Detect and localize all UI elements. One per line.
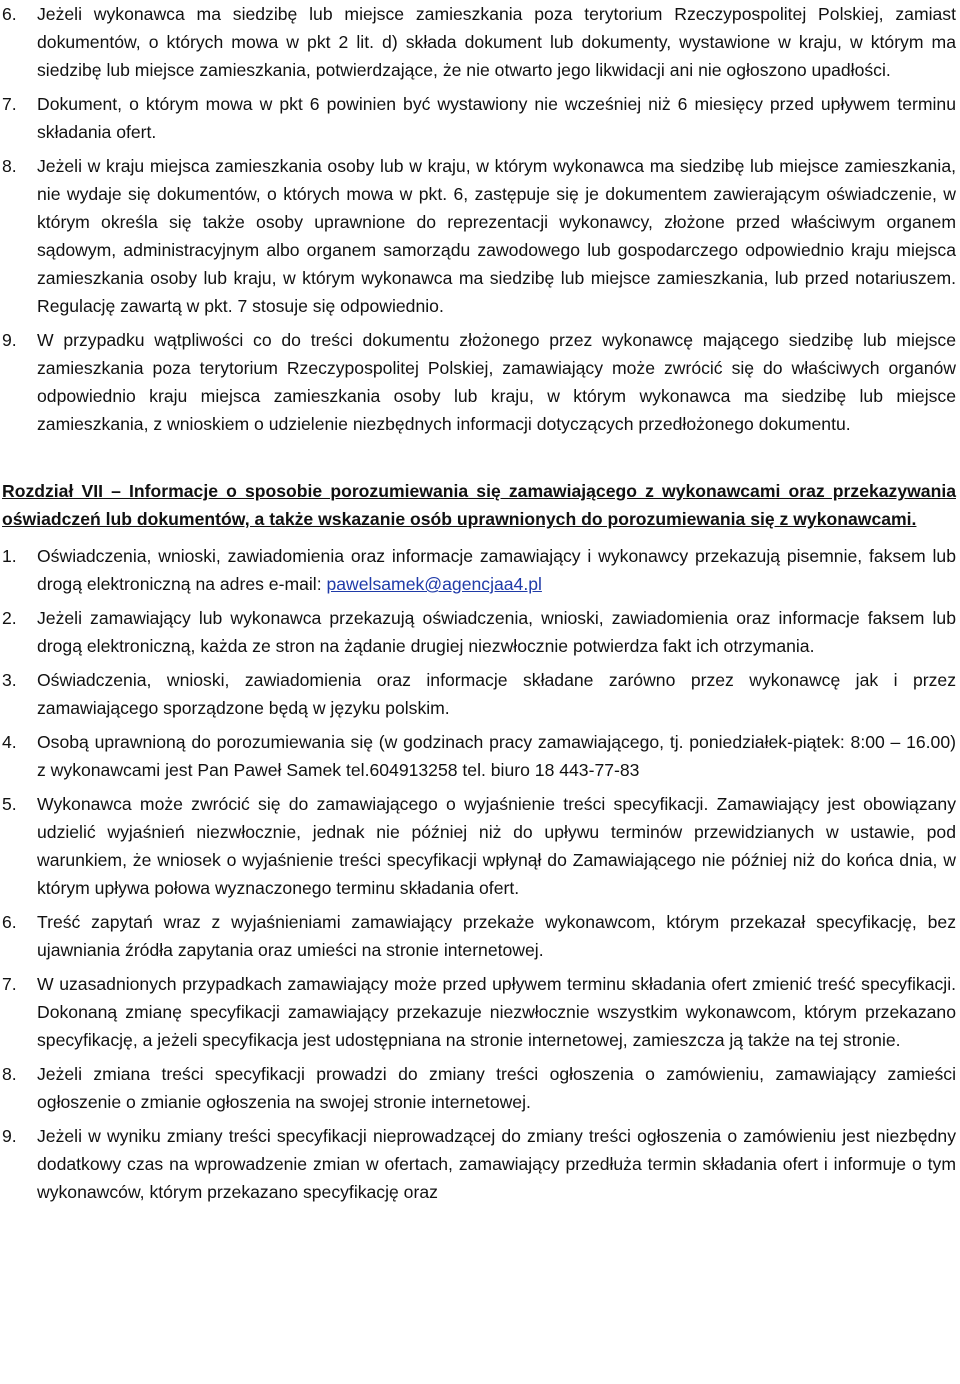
item-text [37,542,956,598]
item-text: Jeżeli w wyniku zmiany treści specyfikacji nieprowadzącej do zmiany treści ogłoszenia o zamówieniu jest niezbędny dodatkowy czas na wprowadzenie zmian w ofertach, zamawiający przedłuża termin składania ofert i informuje o tym wykonawców, którym przekazano specyfikację oraz [37,1126,956,1202]
item-number: 4. [2,732,17,752]
numbered-list-chapter [0,542,960,1206]
list-item [0,728,960,784]
item-number: 5. [2,794,17,814]
list-item [0,790,960,902]
item-text: Dokument, o którym mowa w pkt 6 powinien być wystawiony nie wcześniej niż 6 miesięcy przed upływem terminu składania ofert. [37,94,956,142]
item-text: Oświadczenia, wnioski, zawiadomienia oraz informacje składane zarówno przez wykonawcę jak i przez zamawiającego sporządzone będą w języku polskim. [37,670,956,718]
numbered-list-top [0,0,960,438]
item-number: 1. [2,546,17,566]
item-number: 7. [2,94,17,114]
item-number: 9. [2,1126,17,1146]
item-number: 7. [2,974,17,994]
list-item [0,542,960,598]
item-text: W uzasadnionych przypadkach zamawiający może przed upływem terminu składania ofert zmienić treść specyfikacji. Dokonaną zmianę specyfikacji zamawiający przekazuje niezwłocznie wszystkim wykonawcom, którym przekazano specyfikację, a jeżeli specyfikacja jest udostępniana na stronie internetowej, zamieszcza ją także na tej stronie. [37,974,956,1050]
list-item [0,604,960,660]
item-number: 2. [2,608,17,628]
list-item [0,90,960,146]
item-text: Wykonawca może zwrócić się do zamawiającego o wyjaśnienie treści specyfikacji. Zamawiający jest obowiązany udzielić wyjaśnień niezwłocznie, jednak nie później niż do upływu terminów przewidzianych w ustawie, pod warunkiem, że wniosek o wyjaśnienie treści specyfikacji wpłynął do Zamawiającego nie później niż do końca dnia, w którym upływa połowa wyznaczonego terminu składania ofert. [37,794,956,898]
list-item [0,666,960,722]
item-number: 9. [2,330,17,350]
list-item [0,326,960,438]
item-text: Jeżeli zmiana treści specyfikacji prowadzi do zmiany treści ogłoszenia o zamówieniu, zamawiający zamieści ogłoszenie o zmianie ogłoszenia na swojej stronie internetowej. [37,1064,956,1112]
item-number: 8. [2,156,17,176]
list-item [0,1060,960,1116]
list-item [0,1122,960,1206]
item-number: 8. [2,1064,17,1084]
item-text-prefix: Oświadczenia, wnioski, zawiadomienia oraz informacje zamawiający i wykonawcy przekazują pisemnie, faksem lub drogą elektroniczną na adres e-mail: [37,546,956,594]
chapter-heading: Rozdział VII – Informacje o sposobie porozumiewania się zamawiającego z wykonawcami oraz przekazywania oświadczeń lub dokumentów, a także wskazanie osób uprawnionych do porozumiewania się z wykonawcami. [2,481,956,529]
list-item [0,970,960,1054]
item-text: W przypadku wątpliwości co do treści dokumentu złożonego przez wykonawcę mającego siedzibę lub miejsce zamieszkania poza terytorium Rzeczypospolitej Polskiej, zamawiający może zwrócić się do właściwych organów odpowiednio kraju miejsca zamieszkania osoby lub kraju, w którym wykonawca ma siedzibę lub miejsce zamieszkania, z wnioskiem o udzielenie niezbędnych informacji dotyczących przedłożonego dokumentu. [37,330,956,434]
item-text: Jeżeli w kraju miejsca zamieszkania osoby lub w kraju, w którym wykonawca ma siedzibę lub miejsce zamieszkania, nie wydaje się dokumentów, o których mowa w pkt. 6, zastępuje się je dokumentem zawierającym oświadczenie, w którym określa się także osoby uprawnione do reprezentacji wykonawcy, złożone przed właściwym organem sądowym, administracyjnym albo organem samorządu zawodowego lub gospodarczego odpowiednio kraju miejsca zamieszkania osoby lub kraju, w którym wykonawca ma siedzibę lub miejsce zamieszkania, lub przed notariuszem. Regulację zawartą w pkt. 7 stosuje się odpowiednio. [37,156,956,316]
list-item [0,908,960,964]
item-text: Osobą uprawnioną do porozumiewania się (w godzinach pracy zamawiającego, tj. poniedziałek-piątek: 8:00 – 16.00) z wykonawcami jest Pan Paweł Samek tel.604913258 tel. biuro 18 443-77-83 [37,732,956,780]
list-item [0,152,960,320]
item-number: 3. [2,670,17,690]
item-text: Treść zapytań wraz z wyjaśnieniami zamawiający przekaże wykonawcom, którym przekazał specyfikację, bez ujawniania źródła zapytania oraz umieści na stronie internetowej. [37,912,956,960]
item-text: Jeżeli wykonawca ma siedzibę lub miejsce zamieszkania poza terytorium Rzeczypospolitej Polskiej, zamiast dokumentów, o których mowa w pkt 2 lit. d) składa dokument lub dokumenty, wystawione w kraju, w którym ma siedzibę lub miejsce zamieszkania, potwierdzające, że nie otwarto jego likwidacji ani nie ogłoszono upadłości. [37,4,956,80]
item-text: Jeżeli zamawiający lub wykonawca przekazują oświadczenia, wnioski, zawiadomienia oraz informacje faksem lub drogą elektroniczną, każda ze stron na żądanie drugiej niezwłocznie potwierdza fakt ich otrzymania. [37,608,956,656]
email-link[interactable]: pawelsamek@agencjaa4.pl [326,574,542,594]
item-number: 6. [2,912,17,932]
item-number: 6. [2,4,17,24]
list-item [0,0,960,84]
